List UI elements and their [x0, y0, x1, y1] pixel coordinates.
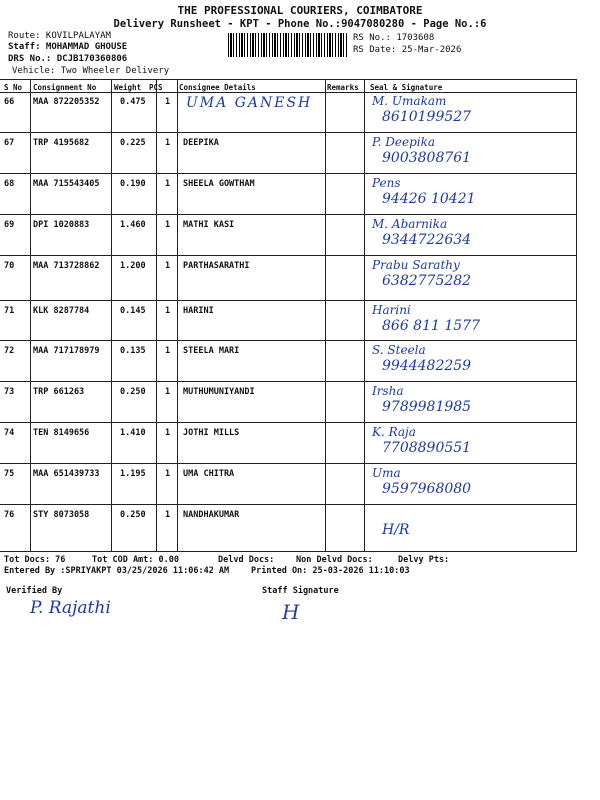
row-weight: 1.200: [120, 261, 146, 271]
company-title: THE PROFESSIONAL COURIERS, COIMBATORE: [177, 4, 423, 17]
rs-number: RS No.: 1703608: [353, 33, 435, 43]
row-consignee-name: JOTHI MILLS: [183, 428, 240, 438]
row-phone-handwritten: 9597968080: [382, 481, 472, 497]
row-weight: 0.190: [120, 179, 146, 189]
entered-by: Entered By :SPRIYAKPT 03/25/2026 11:06:42 AM: [4, 566, 230, 576]
table-bottom-border: [0, 551, 577, 552]
route-label: Route: KOVILPALAYAM: [8, 31, 111, 41]
row-sno: 72: [4, 346, 15, 356]
row-consignment-no: KLK 8287784: [33, 306, 90, 316]
drs-number: DRS No.: DCJB170360806: [8, 54, 128, 64]
vehicle-label: Vehicle: Two Wheeler Delivery: [12, 66, 170, 76]
table-row: [0, 341, 577, 382]
row-consignee-name: NANDHAKUMAR: [183, 510, 240, 520]
row-consignment-no: TEN 8149656: [33, 428, 90, 438]
row-sno: 70: [4, 261, 15, 271]
row-sno: 74: [4, 428, 15, 438]
row-phone-handwritten: 9789981985: [382, 399, 472, 415]
row-weight: 0.135: [120, 346, 146, 356]
table-row: [0, 505, 577, 551]
table-top-border: [0, 79, 577, 80]
row-pcs: 1: [165, 510, 171, 520]
row-weight: 0.250: [120, 510, 146, 520]
table-row: [0, 382, 577, 423]
col-consignment: Consignment No: [33, 83, 97, 92]
verified-by-label: Verified By: [6, 586, 63, 596]
row-phone-handwritten: 6382775282: [382, 273, 472, 289]
col-pcs: PCS: [149, 83, 163, 92]
row-sno: 75: [4, 469, 15, 479]
row-sno: 71: [4, 306, 15, 316]
table-row: [0, 215, 577, 256]
row-weight: 0.225: [120, 138, 146, 148]
table-row: [0, 92, 577, 133]
row-weight: 0.145: [120, 306, 146, 316]
row-pcs: 1: [165, 261, 171, 271]
row-sno: 76: [4, 510, 15, 520]
row-consignee-name: UMA CHITRA: [183, 469, 235, 479]
row-phone-handwritten: 9344722634: [382, 232, 472, 248]
row-phone-handwritten: 8610199527: [382, 109, 472, 125]
non-delivered-docs: Non Delvd Docs:: [296, 555, 373, 565]
col-seal-signature: Seal & Signature: [370, 83, 443, 92]
row-phone-handwritten: 866 811 1577: [382, 318, 480, 334]
row-consignment-no: TRP 4195682: [33, 138, 90, 148]
row-pcs: 1: [165, 179, 171, 189]
col-sno: S No: [4, 83, 23, 92]
row-pcs: 1: [165, 220, 171, 230]
row-consignment-no: STY 8073058: [33, 510, 90, 520]
col-weight: Weight: [114, 83, 142, 92]
row-pcs: 1: [165, 346, 171, 356]
rs-date: RS Date: 25-Mar-2026: [353, 45, 462, 55]
row-pcs: 1: [165, 428, 171, 438]
row-phone-handwritten: 94426 10421: [382, 191, 476, 207]
col-consignee: Consignee Details: [179, 83, 256, 92]
row-consignee-name: MATHI KASI: [183, 220, 235, 230]
table-row: [0, 256, 577, 301]
row-sno: 67: [4, 138, 15, 148]
table-row: [0, 301, 577, 341]
row-phone-handwritten: H/R: [382, 522, 410, 538]
row-consignee-name: UMA GANESH: [186, 95, 313, 111]
row-signature: K. Raja: [372, 425, 416, 439]
printed-on: Printed On: 25-03-2026 11:10:03: [251, 566, 410, 576]
runsheet-subtitle: Delivery Runsheet - KPT - Phone No.:9047080280 - Page No.:6: [113, 18, 487, 30]
row-signature: Pens: [372, 176, 401, 190]
row-phone-handwritten: 7708890551: [382, 440, 472, 456]
row-consignee-name: HARINI: [183, 306, 214, 316]
row-signature: Irsha: [372, 384, 404, 398]
staff-label: Staff: MOHAMMAD GHOUSE: [8, 42, 128, 52]
row-weight: 1.460: [120, 220, 146, 230]
row-consignee-name: PARTHASARATHI: [183, 261, 250, 271]
table-row: [0, 464, 577, 505]
row-weight: 1.195: [120, 469, 146, 479]
row-consignee-name: SHEELA GOWTHAM: [183, 179, 255, 189]
row-sno: 68: [4, 179, 15, 189]
row-consignment-no: TRP 661263: [33, 387, 85, 397]
delivery-points: Delvy Pts:: [398, 555, 450, 565]
row-signature: Prabu Sarathy: [372, 258, 460, 272]
total-cod-amount: Tot COD Amt: 0.00: [92, 555, 179, 565]
row-consignment-no: MAA 715543405: [33, 179, 100, 189]
row-pcs: 1: [165, 387, 171, 397]
total-docs: Tot Docs: 76: [4, 555, 66, 565]
staff-signature-label: Staff Signature: [262, 586, 339, 596]
row-pcs: 1: [165, 306, 171, 316]
row-phone-handwritten: 9003808761: [382, 150, 472, 166]
staff-signature: H: [282, 600, 300, 624]
row-consignment-no: MAA 717178979: [33, 346, 100, 356]
row-consignment-no: DPI 1020883: [33, 220, 90, 230]
row-pcs: 1: [165, 138, 171, 148]
table-row: [0, 174, 577, 215]
barcode: [228, 33, 348, 57]
row-weight: 0.475: [120, 97, 146, 107]
verifier-signature: P. Rajathi: [30, 598, 111, 618]
row-consignment-no: MAA 713728862: [33, 261, 100, 271]
row-signature: Uma: [372, 466, 401, 480]
row-signature: P. Deepika: [372, 135, 436, 149]
table-row: [0, 423, 577, 464]
row-signature: M. Abarnika: [372, 217, 448, 231]
row-pcs: 1: [165, 469, 171, 479]
delivered-docs: Delvd Docs:: [218, 555, 275, 565]
row-phone-handwritten: 9944482259: [382, 358, 472, 374]
row-consignment-no: MAA 651439733: [33, 469, 100, 479]
row-consignee-name: MUTHUMUNIYANDI: [183, 387, 255, 397]
row-signature: Harini: [372, 303, 411, 317]
row-consignee-name: DEEPIKA: [183, 138, 219, 148]
row-sno: 69: [4, 220, 15, 230]
row-signature: S. Steela: [372, 343, 426, 357]
row-weight: 1.410: [120, 428, 146, 438]
table-row: [0, 133, 577, 174]
row-consignee-name: STEELA MARI: [183, 346, 240, 356]
row-consignment-no: MAA 872205352: [33, 97, 100, 107]
row-sno: 73: [4, 387, 15, 397]
row-weight: 0.250: [120, 387, 146, 397]
row-pcs: 1: [165, 97, 171, 107]
row-signature: M. Umakam: [372, 94, 447, 108]
col-remarks: Remarks: [327, 83, 359, 92]
row-sno: 66: [4, 97, 15, 107]
